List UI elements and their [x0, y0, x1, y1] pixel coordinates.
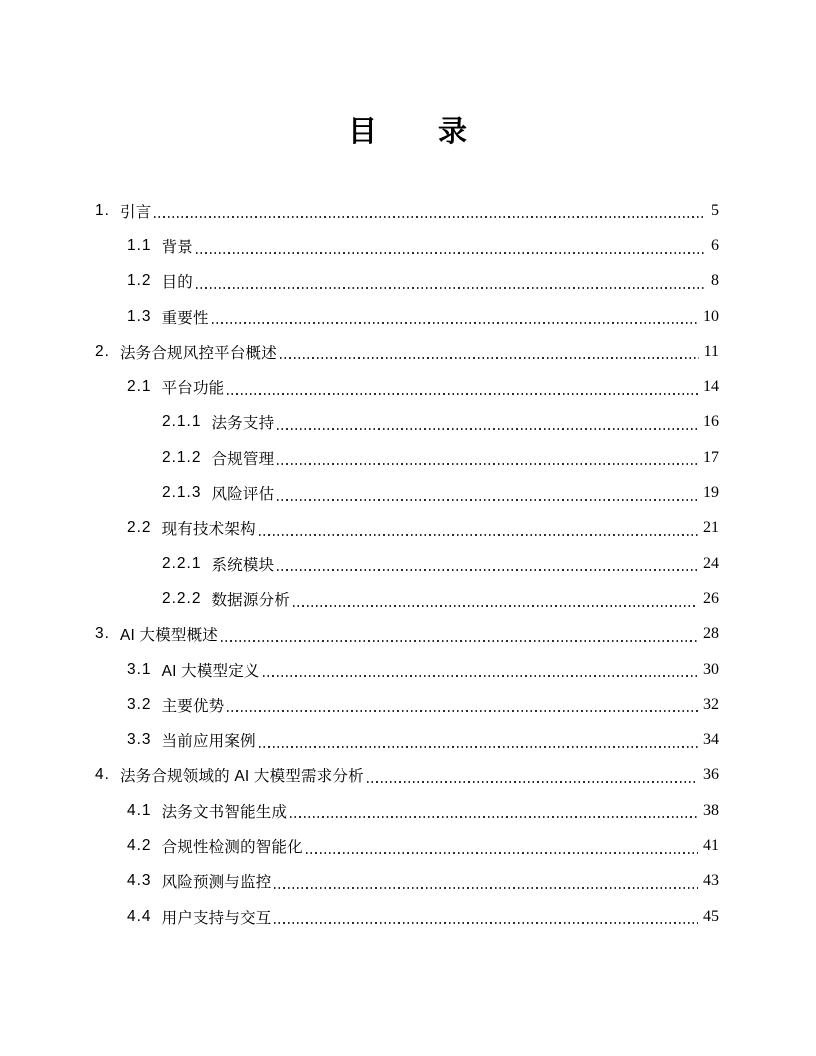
toc-entry-number: 2.1.3: [162, 484, 202, 502]
toc-entry: [95, 828, 719, 863]
dot-leader: [259, 534, 698, 536]
toc-list: [95, 193, 719, 934]
toc-entry: [95, 758, 719, 793]
toc-entry-number: 4.: [95, 766, 110, 784]
toc-entry: [95, 546, 719, 581]
dot-leader: [274, 922, 698, 924]
toc-entry-number: 4.2: [127, 836, 152, 854]
dot-leader: [263, 675, 698, 677]
toc-entry-number: 2.: [95, 342, 110, 360]
dot-leader: [277, 428, 698, 430]
toc-entry-number: 3.: [95, 625, 110, 643]
toc-entry-number: 3.1: [127, 660, 152, 678]
toc-entry: [95, 899, 719, 934]
toc-entry: [95, 405, 719, 440]
toc-entry-title: 系统模块: [211, 556, 275, 574]
toc-entry-title: 目的: [161, 274, 193, 292]
toc-entry-page: 10: [703, 307, 719, 325]
dot-leader: [277, 499, 698, 501]
toc-entry-page: 16: [703, 413, 719, 431]
dot-leader: [196, 252, 706, 254]
toc-entry-page: 45: [703, 907, 719, 925]
toc-entry-title: 当前应用案例: [161, 733, 256, 751]
toc-entry-page: 24: [703, 554, 719, 572]
toc-entry: [95, 369, 719, 404]
toc-entry-number: 2.2: [127, 519, 152, 537]
toc-entry-number: 3.2: [127, 695, 152, 713]
toc-entry-page: 26: [703, 589, 719, 607]
toc-entry: [95, 617, 719, 652]
toc-entry-page: 43: [703, 872, 719, 890]
toc-entry: [95, 193, 719, 228]
toc-entry-title: 引言: [119, 203, 152, 221]
toc-entry-title: 现有技术架构: [161, 521, 256, 539]
dot-leader: [367, 781, 698, 783]
toc-entry-number: 2.1.2: [162, 448, 202, 466]
toc-entry-page: 34: [703, 731, 719, 749]
toc-entry-title: 合规性检测的智能化: [161, 838, 303, 856]
toc-entry: [95, 228, 719, 263]
toc-entry-page: 19: [703, 484, 719, 502]
toc-entry: [95, 475, 719, 510]
toc-entry: [95, 722, 719, 757]
toc-entry: [95, 793, 719, 828]
toc-entry: [95, 440, 719, 475]
toc-entry-number: 2.1: [127, 378, 152, 396]
toc-entry-number: 4.4: [127, 907, 152, 925]
dot-leader: [290, 816, 698, 818]
toc-entry-page: 5: [711, 201, 719, 219]
toc-entry: [95, 652, 719, 687]
toc-entry-page: 11: [703, 342, 719, 360]
toc-entry-number: 1.3: [127, 307, 152, 325]
toc-entry-number: 2.1.1: [162, 413, 202, 431]
toc-entry-number: 2.2.2: [162, 589, 202, 607]
toc-entry-page: 21: [703, 519, 719, 537]
toc-entry-title: 用户支持与交互: [161, 909, 272, 927]
toc-entry-page: 6: [711, 236, 719, 254]
dot-leader: [154, 216, 706, 218]
toc-entry-title: 合规管理: [211, 450, 275, 468]
toc-entry-title: 法务合规领域的 AI 大模型需求分析: [119, 768, 364, 786]
toc-entry-page: 38: [703, 801, 719, 819]
toc-entry: [95, 511, 719, 546]
dot-leader: [306, 852, 698, 854]
dot-leader: [280, 357, 699, 359]
toc-entry-title: 法务文书智能生成: [161, 803, 288, 821]
toc-entry-title: AI 大模型定义: [161, 662, 260, 680]
toc-entry-number: 1.2: [127, 272, 152, 290]
toc-entry-title: 数据源分析: [211, 591, 290, 609]
toc-entry-title: 风险预测与监控: [161, 874, 272, 892]
toc-entry-title: AI 大模型概述: [119, 627, 218, 645]
dot-leader: [212, 322, 698, 324]
toc-entry-page: 41: [703, 836, 719, 854]
toc-entry-title: 法务合规风控平台概述: [119, 344, 277, 362]
toc-entry-title: 平台功能: [161, 380, 225, 398]
dot-leader: [227, 393, 698, 395]
toc-entry-number: 1.: [95, 201, 110, 219]
dot-leader: [274, 887, 698, 889]
toc-entry-number: 4.3: [127, 872, 152, 890]
toc-page-title: 目 录: [347, 116, 468, 148]
dot-leader: [259, 746, 698, 748]
toc-entry-number: 3.3: [127, 731, 152, 749]
toc-entry: [95, 264, 719, 299]
toc-entry-title: 风险评估: [211, 486, 275, 504]
dot-leader: [196, 287, 706, 289]
dot-leader: [293, 605, 698, 607]
toc-entry-page: 28: [703, 625, 719, 643]
dot-leader: [221, 640, 698, 642]
dot-leader: [227, 710, 698, 712]
toc-entry-page: 17: [703, 448, 719, 466]
toc-entry-page: 36: [703, 766, 719, 784]
toc-entry-page: 14: [703, 378, 719, 396]
dot-leader: [277, 569, 698, 571]
toc-entry: [95, 299, 719, 334]
toc-entry-number: 1.1: [127, 236, 152, 254]
toc-entry-number: 4.1: [127, 801, 152, 819]
toc-entry-title: 重要性: [161, 309, 209, 327]
toc-entry: [95, 864, 719, 899]
toc-entry-title: 主要优势: [161, 697, 225, 715]
toc-entry: [95, 334, 719, 369]
toc-entry-number: 2.2.1: [162, 554, 202, 572]
toc-entry-title: 法务支持: [211, 415, 275, 433]
toc-entry-page: 30: [703, 660, 719, 678]
toc-entry-page: 8: [711, 272, 719, 290]
toc-entry: [95, 687, 719, 722]
toc-entry-title: 背景: [161, 238, 193, 256]
toc-entry-page: 32: [703, 695, 719, 713]
toc-entry: [95, 581, 719, 616]
dot-leader: [277, 463, 698, 465]
